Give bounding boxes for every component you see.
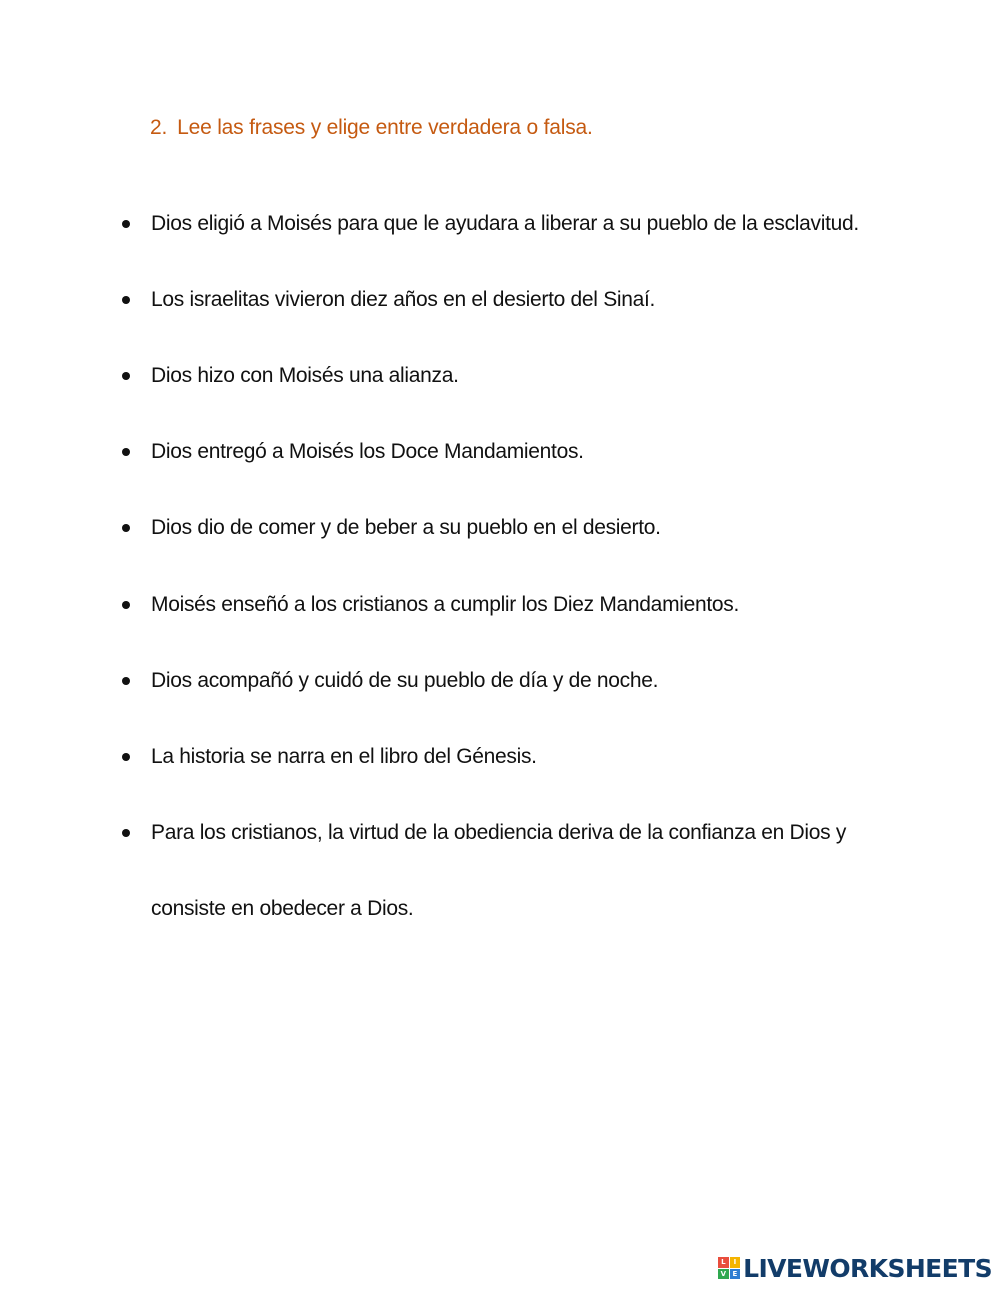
statement-item[interactable]: Dios acompañó y cuidó de su pueblo de día y de noche. xyxy=(151,669,659,692)
statement-item[interactable]: Dios eligió a Moisés para que le ayudara a liberar a su pueblo de la esclavitud. xyxy=(151,212,859,235)
liveworksheets-logo xyxy=(718,1255,992,1281)
logo-tiles-icon xyxy=(718,1257,740,1279)
statement-item[interactable]: Los israelitas vivieron diez años en el desierto del Sinaí. xyxy=(151,288,656,311)
logo-tile: I xyxy=(730,1257,741,1268)
instruction-text: Lee las frases y elige entre verdadera o falsa. xyxy=(177,116,593,139)
bullet-icon xyxy=(122,524,130,532)
statement-continuation: consiste en obedecer a Dios. xyxy=(151,897,414,920)
logo-text: LIVEWORKSHEETS xyxy=(743,1253,992,1283)
statement-item[interactable]: Dios entregó a Moisés los Doce Mandamientos. xyxy=(151,440,584,463)
statement-item[interactable]: Moisés enseñó a los cristianos a cumplir los Diez Mandamientos. xyxy=(151,593,740,616)
statement-item[interactable]: La historia se narra en el libro del Génesis. xyxy=(151,745,537,768)
bullet-icon xyxy=(122,829,130,837)
logo-tile: V xyxy=(718,1269,729,1280)
instruction-heading xyxy=(150,116,593,140)
bullet-icon xyxy=(122,372,130,380)
statement-item[interactable]: Dios dio de comer y de beber a su pueblo en el desierto. xyxy=(151,516,661,539)
bullet-icon xyxy=(122,753,130,761)
bullet-icon xyxy=(122,601,130,609)
instruction-number: 2. xyxy=(150,116,168,139)
statement-item[interactable]: Dios hizo con Moisés una alianza. xyxy=(151,364,459,387)
bullet-icon xyxy=(122,677,130,685)
bullet-icon xyxy=(122,296,130,304)
statement-item[interactable]: Para los cristianos, la virtud de la obediencia deriva de la confianza en Dios y xyxy=(151,821,847,844)
logo-tile: L xyxy=(718,1257,729,1268)
bullet-icon xyxy=(122,448,130,456)
bullet-icon xyxy=(122,220,130,228)
logo-tile: E xyxy=(730,1269,741,1280)
